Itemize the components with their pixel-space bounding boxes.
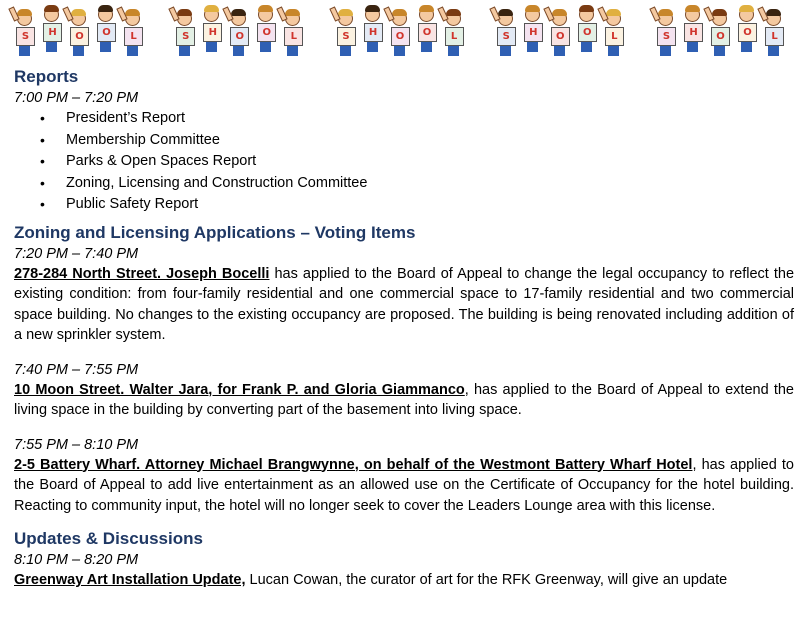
school-kids-banner [0, 0, 807, 62]
reports-heading: Reports [14, 67, 79, 86]
list-item: • Parks & Open Spaces Report [66, 151, 794, 173]
kid-figure: H [43, 7, 60, 52]
kid-figure: L [605, 11, 622, 56]
kid-figure: O [391, 11, 408, 56]
kid-figure: S [657, 11, 674, 56]
agenda-item-lead: 10 Moon Street. Walter Jara, for Frank P. and Gloria Giammanco [14, 381, 465, 398]
kid-figure: S [337, 11, 354, 56]
agenda-item-body: has applied to the Board of Appeal to change the legal occupancy to reflect the existing condition: from four-family residential and one commercial space to 17-family residential and two commercial space building. No changes to the existing occupancy are proposed. The building is being renovated including addition of a new sprinkler system. [14, 265, 795, 343]
agenda-item-text [14, 380, 794, 421]
kid-figure: O [711, 11, 728, 56]
kid-figure: S [16, 11, 33, 56]
list-item: • Public Safety Report [66, 194, 794, 216]
kid-figure: O [97, 7, 114, 52]
kid-figure: O [418, 7, 435, 52]
reports-list [14, 108, 794, 216]
agenda-item-text [14, 455, 794, 517]
agenda-item-text [14, 264, 794, 346]
kid-figure: O [70, 11, 87, 56]
agenda-item-time: 7:20 PM – 7:40 PM [14, 245, 139, 262]
kid-figure: O [257, 7, 274, 52]
kid-figure: H [203, 7, 220, 52]
kid-figure: L [765, 11, 782, 56]
agenda-item-time: 7:55 PM – 8:10 PM [14, 436, 139, 453]
kid-figure: O [230, 11, 247, 56]
kid-figure: L [284, 11, 301, 56]
kids-group [495, 0, 633, 56]
reports-time: 7:00 PM – 7:20 PM [14, 90, 139, 106]
kid-figure: O [551, 11, 568, 56]
updates-body: Lucan Cowan, the curator of art for the RFK Greenway, will give an update [245, 572, 728, 588]
kid-figure: H [524, 7, 541, 52]
agenda-content [14, 66, 794, 591]
list-item: • Membership Committee [66, 130, 794, 152]
updates-lead: Greenway Art Installation Update, [14, 572, 246, 588]
kid-figure: H [364, 7, 381, 52]
kid-figure: L [124, 11, 141, 56]
agenda-item-lead: 2-5 Battery Wharf. Attorney Michael Brangwynne, on behalf of the Westmont Battery Wharf Hotel [14, 456, 693, 473]
kid-figure: S [497, 11, 514, 56]
list-item: • Zoning, Licensing and Construction Committee [66, 173, 794, 195]
kid-figure: O [578, 7, 595, 52]
updates-text [14, 570, 794, 591]
updates-heading: Updates & Discussions [14, 529, 203, 548]
list-item: • President’s Report [66, 108, 794, 130]
kids-group [655, 0, 793, 56]
agenda-item-body: , has applied to the Board of Appeal to add live entertainment as an allowed use on the Certificate of Occupancy for the hotel building. Reacting to community input, the hotel will no longer seek to cover the Leaders Lounge area with this license. [14, 456, 794, 514]
agenda-item-time: 7:40 PM – 7:55 PM [14, 361, 139, 378]
kids-group [14, 0, 152, 56]
agenda-item-lead: 278-284 North Street. Joseph Bocelli [14, 265, 270, 282]
kids-group [174, 0, 312, 56]
kid-figure: S [176, 11, 193, 56]
agenda-item-body: , has applied to the Board of Appeal to extend the living space in the building by converting part of the basement into living space. [14, 381, 794, 418]
zoning-heading: Zoning and Licensing Applications – Voting Items [14, 222, 416, 242]
kids-group [335, 0, 473, 56]
kid-figure: H [684, 7, 701, 52]
kid-figure: O [738, 7, 755, 52]
updates-time: 8:10 PM – 8:20 PM [14, 552, 139, 568]
kid-figure: L [445, 11, 462, 56]
